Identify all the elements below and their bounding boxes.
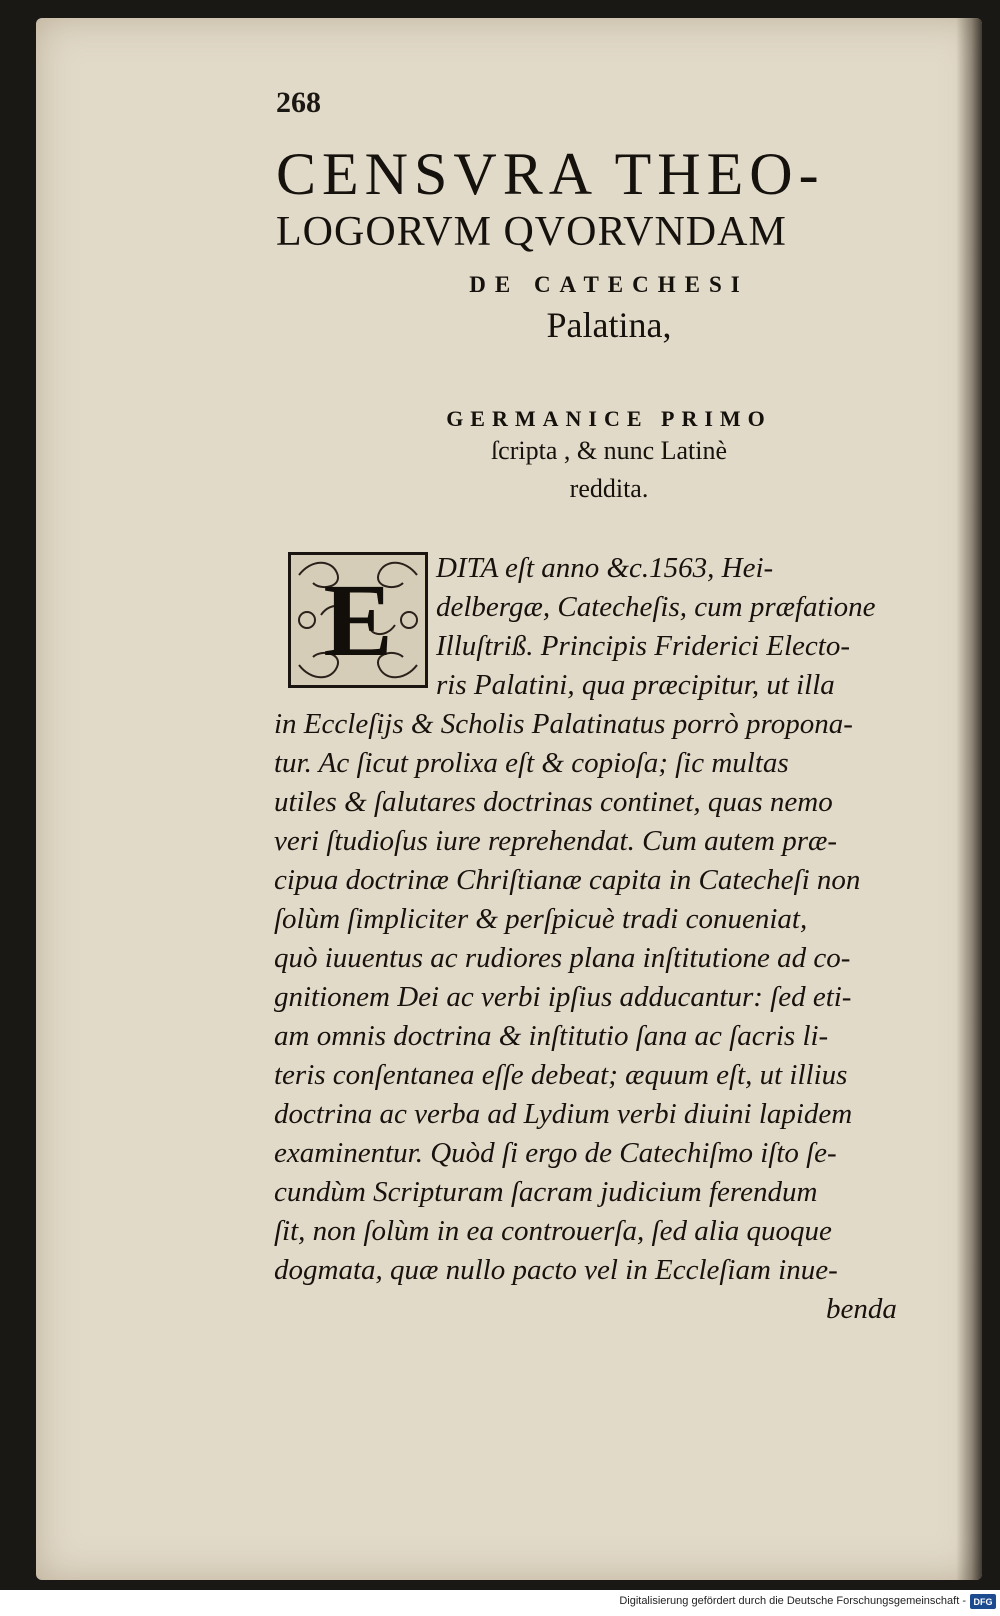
text-line: ſit, non ſolùm in ea controuerſa, ſed alia quoque [274,1215,832,1247]
subtitle-line-2: ſcripta , & nunc Latinè [490,436,728,465]
footer-bar [0,1590,1000,1616]
footer-credit: Digitalisierung gefördert durch die Deutsche Forschungsgemeinschaft - [619,1595,966,1607]
page-number: 268 [276,86,321,119]
text-line: utiles & ſalutares doctrinas continet, quas nemo [274,786,833,818]
subtitle-line-1: GERMANICE PRIMO [446,406,772,431]
text-line: examinentur. Quòd ſi ergo de Catechiſmo iſto ſe- [274,1137,837,1169]
page-spine-shadow [956,18,982,1580]
text-line: delbergæ, Catecheſis, cum præfatione [436,591,876,623]
text-line: doctrina ac verba ad Lydium verbi diuini lapidem [274,1098,853,1130]
text-line: veri ſtudioſus iure reprehendat. Cum autem præ- [274,825,838,857]
decorated-initial [288,552,428,688]
text-line: cundùm Scripturam ſacram judicium ferendum [274,1176,818,1208]
title-line-3: DE CATECHESI [469,272,749,297]
text-line: quò iuuentus ac rudiores plana inſtitutione ad co- [274,942,851,974]
text-line: ris Palatini, qua præcipitur, ut illa [436,669,835,701]
text-line: ſolùm ſimpliciter & perſpicuè tradi conueniat, [274,903,808,935]
text-line: gnitionem Dei ac verbi ipſius adducantur: ſed eti- [274,981,852,1013]
text-line: Illuſtriß. Principis Friderici Electo- [436,630,850,662]
title-line-2: LOGORVM QVORVNDAM [276,209,787,255]
text-line: in Eccleſijs & Scholis Palatinatus porrò propona- [274,708,853,740]
initial-letter: E [323,562,393,678]
subtitle-line-3: reddita. [569,474,649,503]
text-line: dogmata, quæ nullo pacto vel in Eccleſiam inue- [274,1254,838,1286]
catchword: benda [826,1293,897,1325]
text-line: DITA eſt anno &c.1563, Hei- [436,552,774,584]
text-line: teris conſentanea eſſe debeat; æquum eſt, ut illius [274,1059,848,1091]
text-line: am omnis doctrina & inſtitutio ſana ac ſacris li- [274,1020,829,1052]
title-line-1: CENSVRA THEO- [276,141,825,207]
dfg-logo: DFG [970,1594,996,1609]
text-line: cipua doctrinæ Chriſtianæ capita in Catecheſi non [274,864,861,896]
text-line: tur. Ac ſicut prolixa eſt & copioſa; ſic multas [274,747,789,779]
title-line-4: Palatina, [546,305,672,345]
